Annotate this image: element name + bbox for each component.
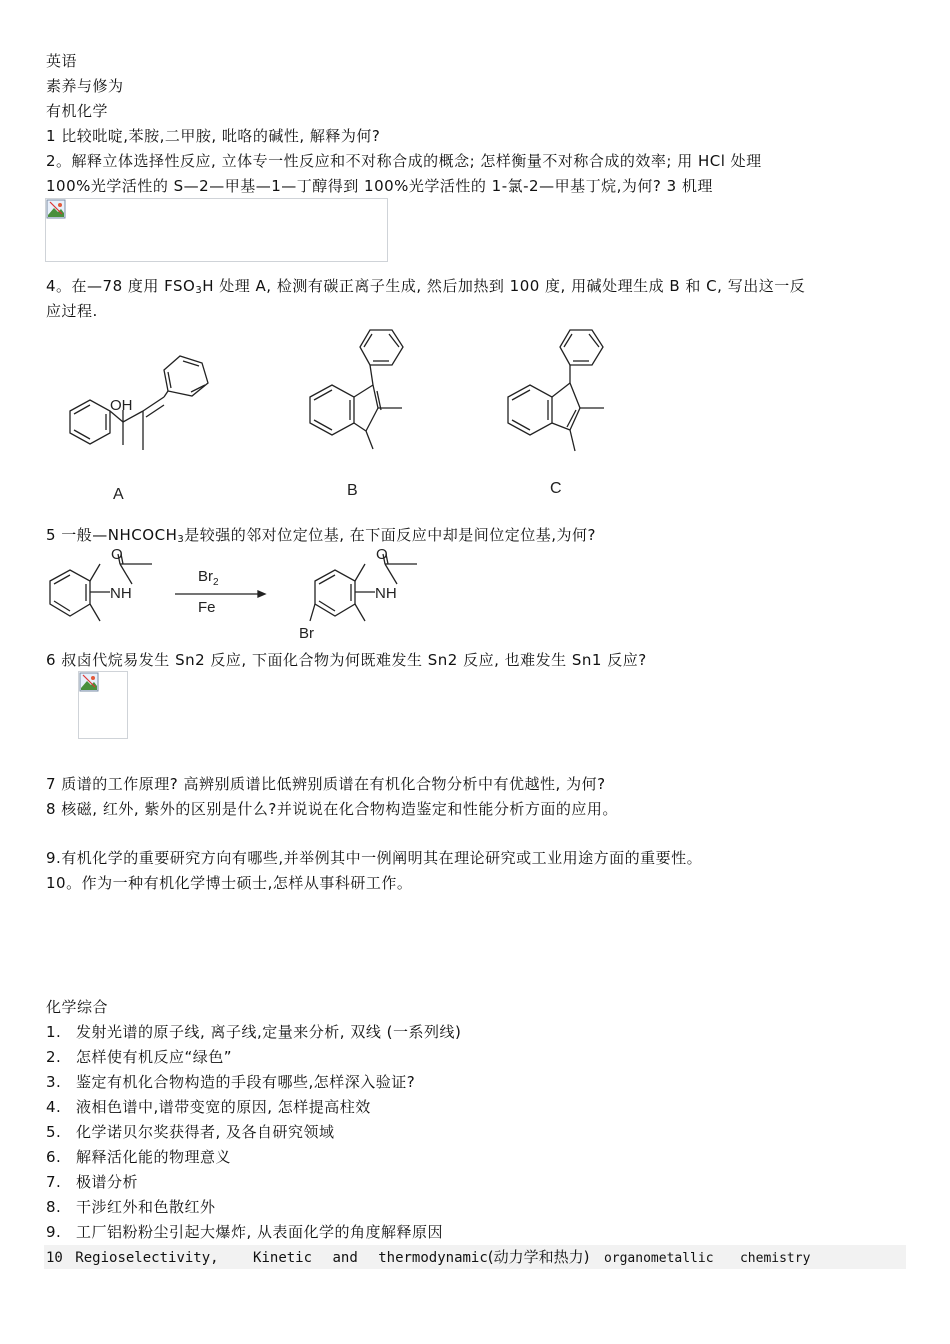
general-question: 9. 工厂铝粉粉尘引起大爆炸, 从表面化学的角度解释原因 (46, 1223, 444, 1241)
question-8: 8 核磁, 红外, 紫外的区别是什么?并说说在化合物构造鉴定和性能分析方面的应用。 (46, 800, 618, 818)
question-2-line-2: 100%光学活性的 S—2—甲基—1—丁醇得到 100%光学活性的 1-氯-2—甲基丁烷,为何? 3 机理 (46, 177, 713, 195)
question-6: 6 叔卤代烷易发生 Sn2 反应, 下面化合物为何既难发生 Sn2 反应, 也难发生 Sn1 反应? (46, 651, 647, 669)
structure-c (508, 330, 604, 451)
label-a: A (113, 486, 124, 503)
label-c: C (550, 480, 562, 497)
question-4-line-2: 应过程. (46, 302, 98, 320)
reagent-br2: $Br_2$ (198, 568, 219, 588)
question-9: 9.有机化学的重要研究方向有哪些,并举例其中一例阐明其在理论研究或工业用途方面的重要性。 (46, 849, 703, 867)
heading-english: 英语 (46, 52, 78, 70)
broken-image-icon (79, 672, 99, 692)
general-question: 3. 鉴定有机化合物构造的手段有哪些,怎样深入验证? (46, 1073, 416, 1091)
heading-general: 化学综合 (46, 998, 109, 1016)
general-question: 2. 怎样使有机反应“绿色” (46, 1048, 233, 1066)
general-question: 8. 干涉红外和色散红外 (46, 1198, 216, 1216)
structure-a (70, 356, 208, 450)
bromination-scheme (40, 544, 440, 644)
general-question: 1. 发射光谱的原子线, 离子线,定量来分析, 双线 (一系列线) (46, 1023, 462, 1041)
reagent-fe: Fe (198, 599, 216, 616)
image-placeholder-2 (78, 671, 128, 739)
broken-image-icon (46, 199, 66, 219)
oxygen-label: O (111, 546, 123, 563)
structures-abc (40, 325, 640, 510)
product-nh-label: NH (375, 585, 397, 602)
structure-b (310, 330, 403, 449)
oh-label: OH (110, 397, 133, 414)
question-7: 7 质谱的工作原理? 高辨别质谱比低辨别质谱在有机化合物分析中有优越性, 为何? (46, 775, 606, 793)
question-4-line-1: 4。在—78 度用 $FSO_3H$ 处理 A, 检测有碳正离子生成, 然后加热到 100 度, 用碱处理生成 B 和 C, 写出这一反 (46, 277, 806, 296)
question-10: 10。作为一种有机化学博士硕士,怎样从事科研工作。 (46, 874, 413, 892)
question-2-line-1: 2。解释立体选择性反应, 立体专一性反应和不对称合成的概念; 怎样衡量不对称合成的效率; 用 HCl 处理 (46, 152, 762, 170)
question-1: 1 比较吡啶,苯胺,二甲胺, 吡咯的碱性, 解释为何? (46, 127, 381, 145)
general-question: 4. 液相色谱中,谱带变宽的原因, 怎样提高柱效 (46, 1098, 371, 1116)
image-placeholder (45, 198, 388, 262)
general-question: 5. 化学诺贝尔奖获得者, 及各自研究领域 (46, 1123, 335, 1141)
label-b: B (347, 482, 358, 499)
heading-organic: 有机化学 (46, 102, 109, 120)
nh-label: NH (110, 585, 132, 602)
general-question: 7. 极谱分析 (46, 1173, 139, 1191)
general-question-10: 10 Regioselectivity, Kinetic and thermodynamic(动力学和热力) organometallic chemistry (46, 1248, 811, 1266)
heading-cultivation: 素养与修为 (46, 77, 124, 95)
question-5: 5 一般$—NHCOCH_3$是较强的邻对位定位基, 在下面反应中却是间位定位基,为何? (46, 526, 597, 545)
product-br-label: Br (299, 625, 314, 642)
general-question: 6. 解释活化能的物理意义 (46, 1148, 232, 1166)
product-oxygen-label: O (376, 546, 388, 563)
